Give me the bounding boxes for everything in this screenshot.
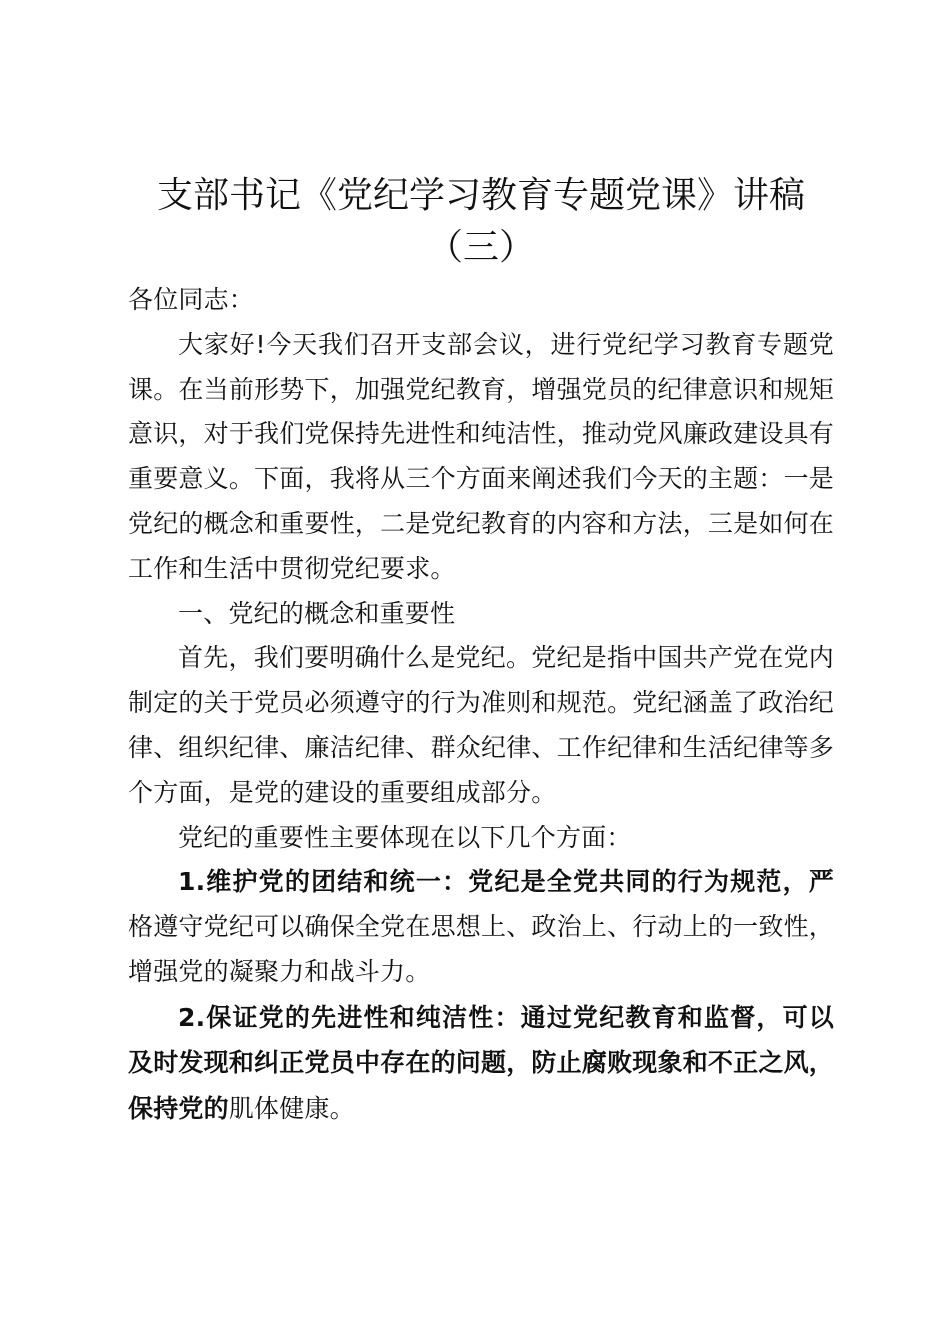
point-2-text: 肌体健康。 <box>228 1093 355 1123</box>
point-1-paragraph <box>128 860 834 994</box>
point-2-paragraph <box>128 995 834 1132</box>
document-title-subtitle: （三） <box>426 227 535 268</box>
point-2-bold-text: 2.保证党的先进性和纯洁性：通过党纪教育和监督，可以及时发现和纠正党员中存在的问题，防止腐败现象和不正之风，保持党的 <box>128 1002 834 1123</box>
point-1-bold-text: 1.维护党的团结和统一：党纪是全党共同的行为规范，严 <box>178 867 834 897</box>
section-heading: 一、党纪的概念和重要性 <box>178 598 456 628</box>
definition-paragraph: 首先，我们要明确什么是党纪。党纪是指中国共产党在党内制定的关于党员必须遵守的行为准则和规范。党纪涵盖了政治纪律、组织纪律、廉洁纪律、群众纪律、工作纪律和生活纪律等多个方面，是党的建设的重要组成部分。 <box>128 643 834 807</box>
point-1-text: 格遵守党纪可以确保全党在思想上、政治上、行动上的一致性，增强党的凝聚力和战斗力。 <box>128 912 834 986</box>
salutation: 各位同志： <box>128 285 255 314</box>
importance-lead: 党纪的重要性主要体现在以下几个方面： <box>178 822 632 852</box>
document-body <box>128 278 834 1132</box>
document-title: 支部书记《党纪学习教育专题党课》讲稿 <box>156 175 805 216</box>
intro-paragraph: 大家好!今天我们召开支部会议，进行党纪学习教育专题党课。在当前形势下，加强党纪教育，增强党员的纪律意识和规矩意识，对于我们党保持先进性和纯洁性，推动党风廉政建设具有重要意义。下面，我将从三个方面来阐述我们今天的主题：一是党纪的概念和重要性，二是党纪教育的内容和方法，三是如何在工作和生活中贯彻党纪要求。 <box>128 329 834 583</box>
